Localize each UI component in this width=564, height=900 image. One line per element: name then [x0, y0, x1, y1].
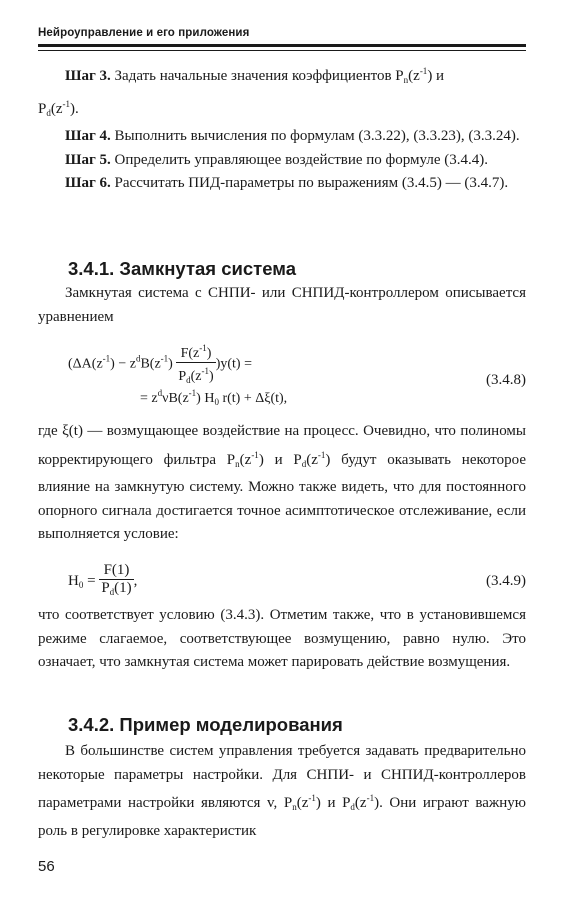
paragraph-simulation: В большинстве систем управления требуется задавать предварительно некоторые параметры настройки. Для СНПИ- и СНПИД-контроллеров параметрами настройки являются v, $P_n(z^{-1})$ и $P_d(z^{-1})$. Они играют важную роль в регулировке характеристик	[38, 743, 526, 839]
equation-number-3-4-9: (3.4.9)	[486, 573, 526, 589]
paragraph-steady-state: что соответствует условию (3.4.3). Отметим также, что в установившемся режиме слагаемое, соответствующее возмущению, равно нулю. Это означает, что замкнутая система может парировать действие возмущения.	[38, 607, 526, 671]
equation-number-3-4-8: (3.4.8)	[486, 372, 526, 388]
header-rule-thick	[38, 44, 526, 47]
fraction-F-over-Pd: $\frac{F(z^{-1})}{P_d(z^{-1})}$	[176, 340, 215, 389]
equation-3-4-8-line1: ($\Delta A(z^{-1}) - z^dB(z^{-1})$ $\frac{F(z^{-1})}{P_d(z^{-1})}$ )y(t) =	[68, 340, 252, 389]
fraction-F1-over-Pd1: $\frac{F(1)}{P_d(1)}$	[101, 562, 132, 597]
equation-3-4-8-line2: = $z^d\nu B(z^{-1})$ $H_0$ r(t) + Δξ(t),	[140, 388, 288, 407]
equation-3-4-9: $H_0$ = $\frac{F(1)}{P_d(1)}$ ,	[68, 562, 137, 601]
paragraph-disturbance: где ξ(t) — возмущающее воздействие на процесс. Очевидно, что полиномы корректирующего фильтра $P_n(z^{-1})$ и $P_d(z^{-1})$ будут оказывать некоторое влияние на замкнутую систему. Можно также видеть, что для постоянного опорного сигнала достигается точное асимптотическое отслеживание, если выполняется условие:	[38, 423, 527, 543]
step-6: Шаг 6. Рассчитать ПИД-параметры по выражениям (3.4.5) — (3.4.7).	[65, 175, 509, 192]
running-header: Нейроуправление и его приложения	[38, 27, 250, 39]
step-5: Шаг 5. Определить управляющее воздействие по формуле (3.4.4).	[65, 151, 489, 168]
header-rule-thin	[38, 50, 526, 51]
page-number: 56	[38, 858, 55, 875]
steps-list	[38, 60, 526, 196]
step-4: Шаг 4. Выполнить вычисления по формулам (3.3.22), (3.3.23), (3.3.24).	[65, 128, 520, 145]
step-3: Шаг 3. Задать начальные значения коэффициентов $P_n(z^{-1})$ и $P_d(z^{-1})$.	[38, 66, 445, 118]
closed-system-intro: Замкнутая система с СНПИ- или СНПИД-контроллером описывается уравнением	[38, 285, 526, 325]
section-heading-closed-system: 3.4.1. Замкнутая система	[68, 258, 297, 279]
section-heading-simulation-example: 3.4.2. Пример моделирования	[68, 714, 343, 735]
